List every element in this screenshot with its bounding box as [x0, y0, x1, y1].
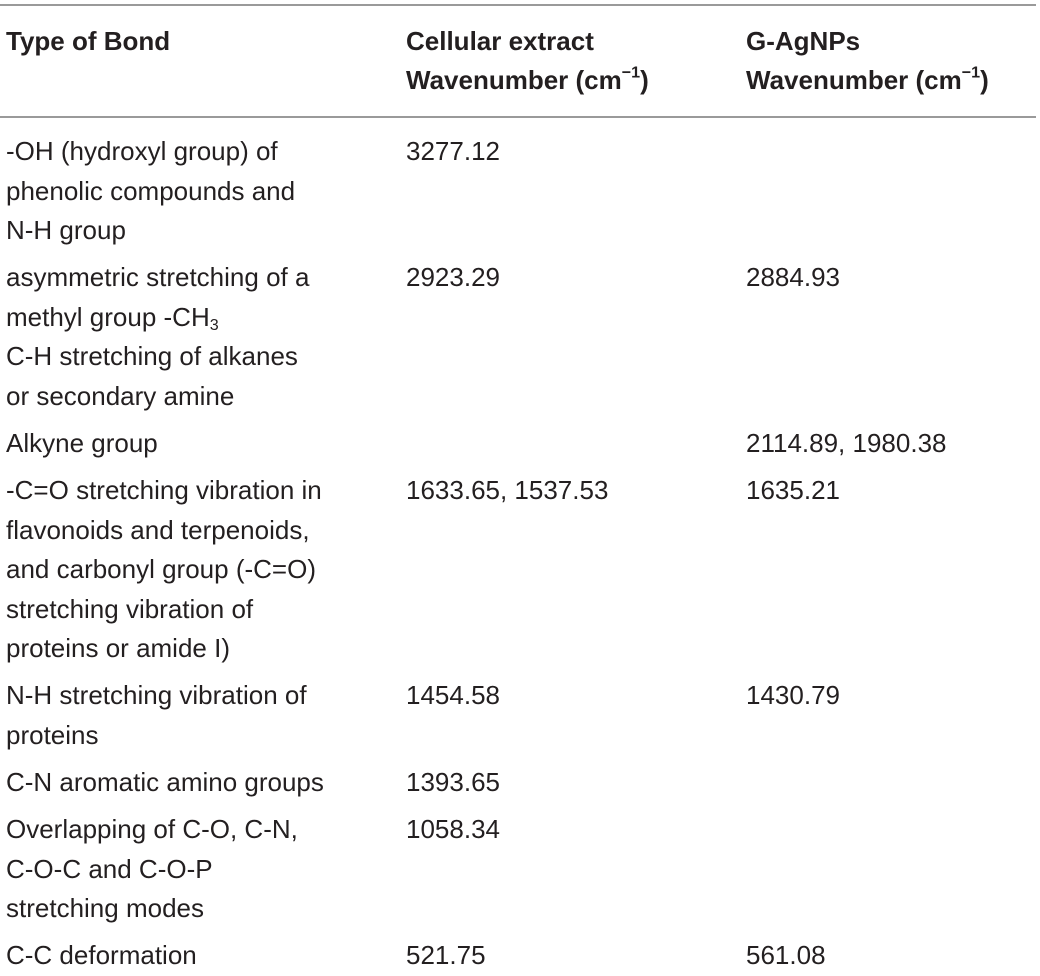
header-g-agnps-unit-close: ) — [980, 65, 989, 95]
header-g-agnps-unit-exponent: −1 — [961, 63, 981, 82]
table-row-agnps-value: 561.08 — [746, 940, 826, 970]
header-type-of-bond: Type of Bond — [6, 26, 171, 56]
table-row-cellular-value: 521.75 — [406, 940, 486, 970]
table-top-rule — [0, 4, 1036, 6]
methyl-subscript: 3 — [209, 315, 219, 334]
table-row-bond: C-C deformation — [6, 940, 197, 970]
table-row-agnps-value: 1635.21 — [746, 475, 840, 505]
table-row-agnps-value: 2884.93 — [746, 262, 840, 292]
table-row-cellular-value: 1393.65 — [406, 767, 500, 797]
header-g-agnps-unit: Wavenumber (cm — [746, 65, 962, 95]
table-row-cellular-value: 2923.29 — [406, 262, 500, 292]
bond-text-line: C-H stretching of alkanes or secondary amine — [6, 341, 298, 411]
table-row-cellular-value: 1454.58 — [406, 680, 500, 710]
table-row-cellular-value: 3277.12 — [406, 136, 500, 166]
header-cellular-extract-unit: Wavenumber (cm — [406, 65, 622, 95]
header-g-agnps — [746, 22, 1040, 100]
table-row-cellular-value: 1058.34 — [406, 814, 500, 844]
header-cellular-extract — [406, 22, 736, 100]
table-row-bond — [6, 258, 386, 416]
table-row-agnps-value: 1430.79 — [746, 680, 840, 710]
table-row-bond: -OH (hydroxyl group) of phenolic compounds and N-H group — [6, 136, 296, 245]
header-cellular-extract-unit-close: ) — [640, 65, 649, 95]
table-row-bond: Alkyne group — [6, 428, 158, 458]
table-row-bond: C-N aromatic amino groups — [6, 767, 324, 797]
table-row-bond: Overlapping of C-O, C-N, C-O-C and C-O-P stretching modes — [6, 814, 298, 923]
bond-text-line: asymmetric stretching of a — [6, 262, 310, 292]
table-row-bond: -C=O stretching vibration in flavonoids and terpenoids, and carbonyl group (-C=O) stretching vibration of proteins or amide I) — [6, 475, 322, 663]
header-cellular-extract-unit-exponent: −1 — [621, 63, 641, 82]
table-row-cellular-value: 1633.65, 1537.53 — [406, 475, 609, 505]
table-row-agnps-value: 2114.89, 1980.38 — [746, 428, 947, 458]
header-g-agnps-title: G-AgNPs — [746, 26, 861, 56]
header-bottom-rule — [0, 116, 1036, 118]
header-cellular-extract-title: Cellular extract — [406, 26, 594, 56]
bond-text-line: methyl group -CH — [6, 301, 210, 332]
table-row-bond: N-H stretching vibration of proteins — [6, 680, 307, 750]
